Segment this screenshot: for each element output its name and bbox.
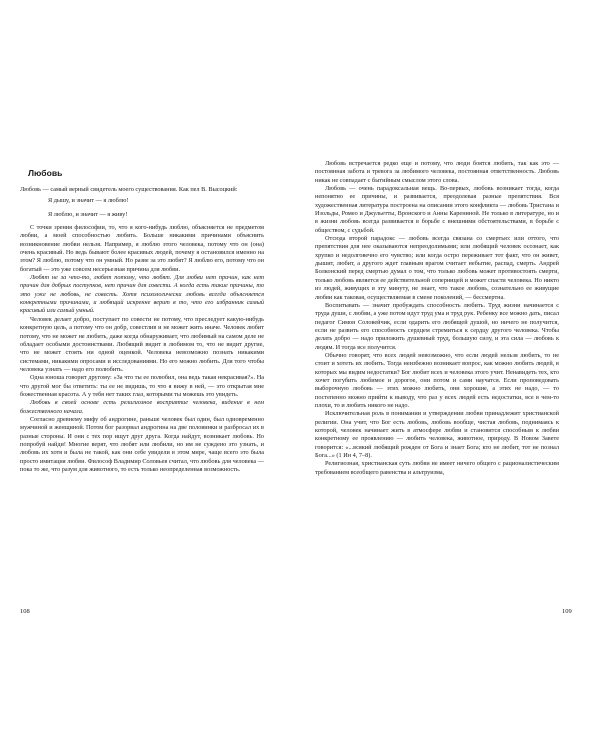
section-heading: Любовь — [28, 168, 63, 178]
intro-paragraph: Любовь — самый верный свидетель моего существования. Как пел В. Высоцкий: — [20, 186, 238, 193]
paragraph: Обычно говорят, что всех людей невозможно, что если людей нельзя любить, то не стоит и хотеть их любить. Тогда неизбежно возникает вопрос, как можно любить людей, в которых мы видим недостатки? Бог любит всех и человека этого учит. Ненавидеть тех, кто хочет погубить любимое и дорогое, они потом и сами научатся. Если проповедовать выборочную любовь — этих можно любить, они хорошие, а этих не надо, — то постепенно можно прийти к выводу, что раз у всех людей есть недостатки, все в чем-то плохи, то и любить никого не надо. — [315, 351, 559, 409]
paragraph: Одна юноша говорит другому: «За что ты ее полюбил, она ведь такая некрасивая?». На что другой мог бы ответить: ты ее не видишь, то что я вижу в ней, — это открытая мне божественная красота. А у тебя нет таких глаз, которыми ты можешь это увидеть. — [20, 374, 264, 398]
paragraph-italic: Любовь в своей основе есть религиозное восприятие человека, видение в нем божественного начала. — [20, 399, 264, 415]
verse-line-1: Я дышу, и значит — я люблю! — [48, 197, 129, 205]
page-number-right: 109 — [562, 608, 572, 615]
right-page — [315, 160, 559, 477]
paragraph: Отсюда второй парадокс — любовь всегда связана со смертью: или оттого, что препятствия для нее оказываются непреодолимыми; или любящий человек осознает, как хрупко и недолговечно его чувство; или когда остро переживает тот факт, что он живет, дышит, любит, а другого ждет главным врагом считает небытие, распад, смерть. Андрей Болконский перед смертью думал о том, что только любовь может противостоять смерти, только любовь является ее действительной соперницей и может спасти человека. Но никто из людей, живущих в эту минуту, не знает, что такое любовь, сознательно ее живущие любви как таковая, осуществляемая в смене поколений, — бессмертна. — [315, 235, 559, 301]
paragraph: С точки зрения философии, то, что я кого-нибудь люблю, объясняется не предметом любви, а моей способностью любить. Больше никакими причинами объяснить возникновение любви нельзя. Например, я люблю этого человека, потому что он (она) очень красивый. Но ведь бывают более красивых людей, почему я остановился именно на этом? Я люблю, потому что он умный. Но разве за это любят? Я люблю его, потому что он богатый — это уже совсем несерьезная причина для любви. — [20, 224, 264, 273]
paragraph: Человек делает добро, поступает по совести не потому, что преследует какую-нибудь конкретную цель, а потому что он добр, совестлив и не может жить иначе. Человек любит потому, что не может не любить, даже когда обнаруживает, что любимый на самом деле не обладает особыми достоинствами. Любящий видит в любимом то, что не видит другие, что не может стоять ни одной оценкой. Человека невозможно познать никакими системами, никакими опросами и исследованиями. Но его можно любить. Для того чтобы человека узнать — надо его полюбить. — [20, 315, 264, 373]
paragraph: Любовь — очень парадоксальная вещь. Во-первых, любовь возникает тогда, когда непонятно ее причины, и развивается, преодолевая разные препятствия. Вся художественная литература построена на описании этого конфликта — любовь Тристана и Изольды, Ромео и Джульетты, Вронского и Анны Карениной. Не только в литературе, но и в жизни любовь всегда развивается в борьбе с внешними обстоятельствами, в борьбе с обществом, с судьбой. — [315, 185, 559, 234]
verse-line-2: Я люблю, и значит — я живу! — [48, 210, 128, 218]
paragraph: Религиозная, христианская суть любви не имеет ничего общего с рационалистическим требованием всеобщего равенства и альтруизма, — [315, 460, 559, 476]
paragraph: Любовь встречается редко еще и потому, что люди боятся любить, так как это — постоянная забота и тревога за любимого человека, постоянная ответственность. Любовь никак не совпадает с бытийным смыслом этого слова. — [315, 160, 559, 184]
left-page — [20, 168, 264, 474]
paragraph-italic: Любят не за что-то, любят потому, что любят. Для любви нет причин, как нет причин для добрых поступков, нет причин для совести. А когда есть такие причины, то это уже не любовь, не совесть. Хотя психологически любовь всегда объясняется конкретными причинами, и любящий искренне верит в то, что его избранник самый красивый или самый умный. — [20, 274, 264, 315]
paragraph: Воспитывать — значит пробуждать способность любить. Труд жизни начинается с труда души, с любви, а уже потом идут труд ума и труд рук. Ребенку все можно дать, писал педагог Симон Соловейчик, если одарить его любящей душой, но ничего не получится, если не развить его способность сердцем стремиться к сердцу другого человека. Чтобы делать добро — надо приложить душевный труд, большую силу, и эта сила — любовь к людям. И тогда все получится. — [315, 301, 559, 351]
paragraph: Исключительная роль в понимании и утверждении любви принадлежит христианской религии. Она учит, что Бог есть любовь, любовь вообще, чистая любовь, поднимаясь к которой, человек начинает жить в атмосфере любви и становится способным к любви конкретному ее проявлению — любить человека, животное, природу. В Новом Завете говорится: «...всякий любящий рожден от Бога и знает Бога; кто не любит, тот не познал Бога...» (1 Ин 4, 7–8). — [315, 410, 559, 460]
page-number-left: 108 — [20, 608, 30, 615]
paragraph: Согласно древнему мифу об андрогине, раньше человек был один, был одновременно мужчиной и женщиной. Потом бог разорвал андрогина на две половинки и разбросал их в разные стороны. И они с тех пор ищут друг друга. Когда найдут, возникает любовь. Но попробуй найди! Многие верят, что любят или любили, но им не суждено это узнать, и любовь их хотя и была не такой, как они себе увидели в этом мире, чаще всего это была просто имитация любви. Философ Владимир Соловьев считал, что любовь для человека — пока то же, что разум для животного, то есть только неопределенная возможность. — [20, 415, 264, 473]
